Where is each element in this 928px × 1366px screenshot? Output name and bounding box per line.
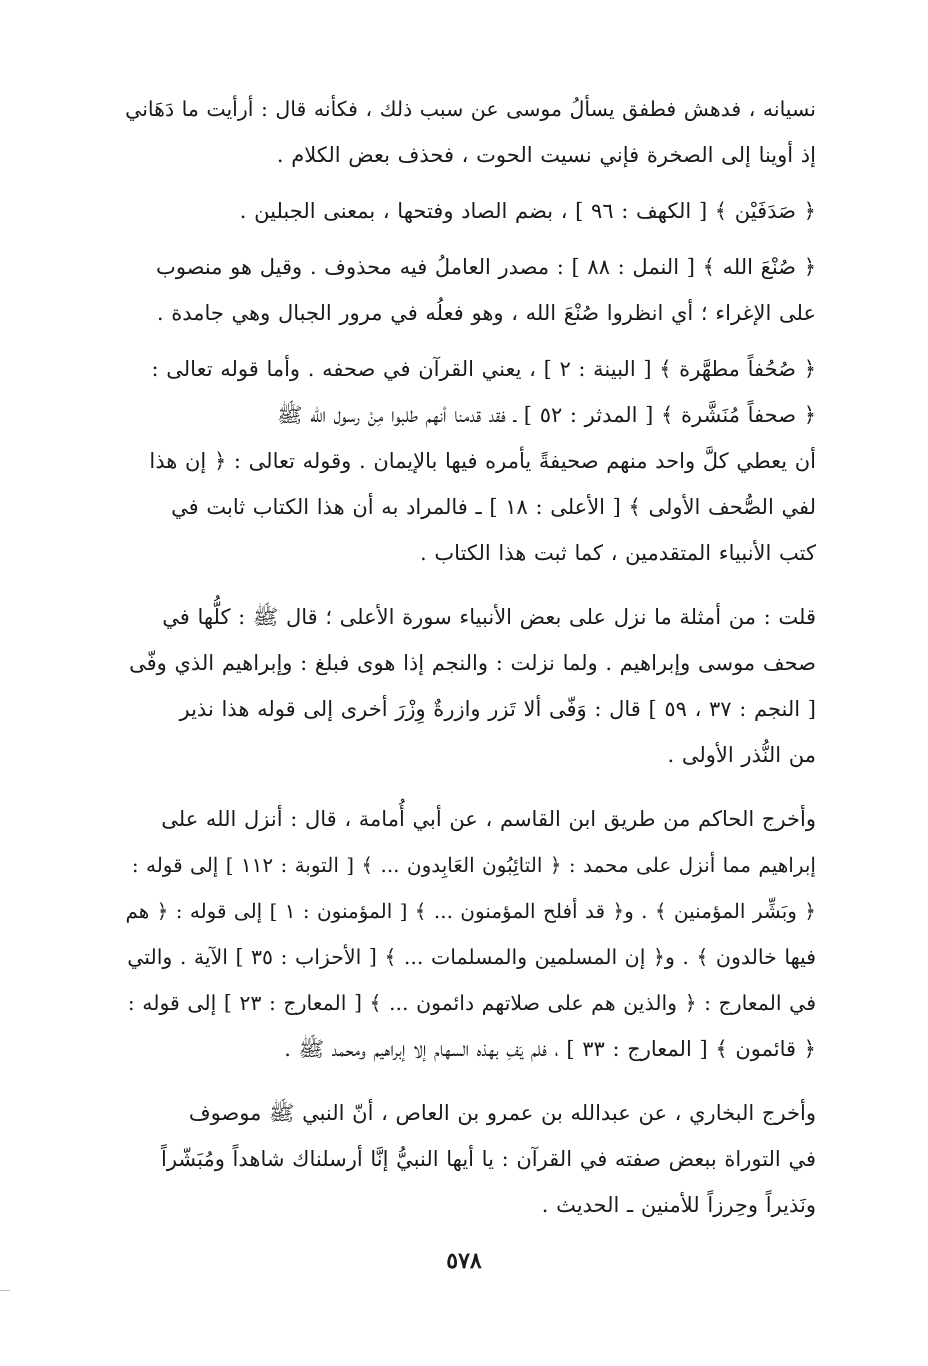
text-line: فيها خالدون ﴾ . و﴿ إن المسلمين والمسلمات ... ﴾ [ الأحزاب : ٣٥ ] الآية . والتي	[127, 945, 816, 969]
text-line: ﴿ قائمون ﴾ [ المعارج : ٣٣ ] ، فلم يَفِ بهذه السهام إلا إبراهيم ومحمد ﷺ .	[284, 1037, 816, 1061]
text-line: قلت : من أمثلة ما نزل على بعض الأنبياء سورة الأعلى ؛ قال ﷺ : كلُّها في	[162, 605, 816, 629]
text-line: وأخرج البخاري ، عن عبدالله بن عمرو بن العاص ، أنّ النبي ﷺ موصوف	[188, 1101, 816, 1125]
text-line: في التوراة ببعض صفته في القرآن : يا أيها النبيُّ إنَّا أرسلناك شاهداً ومُبَشّراً	[161, 1147, 816, 1171]
text-line: ﴿ وبَشِّر المؤمنين ﴾ . و﴿ قد أفلح المؤمنون ... ﴾ [ المؤمنون : ١ ] إلى قوله : ﴿ هم	[125, 899, 816, 923]
paragraph-2	[118, 188, 816, 234]
text-line: لفي الصُّحف الأولى ﴾ [ الأعلى : ١٨ ] ـ فالمراد به أن هذا الكتاب ثابت في	[171, 495, 816, 519]
text-line: ﴿ صَدَفَيْن ﴾ [ الكهف : ٩٦ ] ، بضم الصاد وفتحها ، بمعنى الجبلين .	[239, 199, 816, 223]
scan-edge-mark	[0, 1290, 10, 1291]
text-line: إذ أوينا إلى الصخرة فإني نسيت الحوت ، فحذف بعض الكلام .	[276, 143, 816, 167]
text-line: ﴿ صُنْعَ الله ﴾ [ النمل : ٨٨ ] : مصدر العاملُ فيه محذوف . وقيل هو منصوب	[156, 255, 816, 279]
text-line: نسيانه ، فدهش فطفق يسألُ موسى عن سبب ذلك ، فكأنه قال : أرأيت ما دَهَاني	[125, 97, 816, 121]
text-line: وأخرج الحاكم من طريق ابن القاسم ، عن أبي أُمامة ، قال : أنزل الله على	[161, 807, 816, 831]
paragraph-4	[118, 346, 816, 576]
text-line: في المعارج : ﴿ والذين هم على صلاتهم دائمون ... ﴾ [ المعارج : ٢٣ ] إلى قوله :	[127, 991, 816, 1015]
text-line: كتب الأنبياء المتقدمين ، كما ثبت هذا الكتاب .	[420, 541, 816, 565]
paragraph-3	[118, 244, 816, 336]
page-number: ٥٧٨	[446, 1248, 482, 1274]
text-line: ونَذيراً وحِرزاً للأمنين ـ الحديث .	[541, 1193, 816, 1217]
paragraph-1	[118, 86, 816, 178]
text-line: أن يعطي كلَّ واحد منهم صحيفةً يأمره فيها بالإيمان . وقوله تعالى : ﴿ إن هذا	[149, 449, 816, 473]
paragraph-5	[118, 594, 816, 778]
book-page-body	[118, 86, 816, 1228]
paragraph-7	[118, 1090, 816, 1228]
text-line: ﴿ صحفاً مُنَشَّرة ﴾ [ المدثر : ٥٢ ] ـ فقد قدمنا أنهم طلبوا مِنْ رسول الله ﷺ	[277, 403, 816, 427]
text-line: على الإغراء ؛ أي انظروا صُنْعَ الله ، وهو فعلُه في مرور الجبال وهي جامدة .	[156, 301, 816, 325]
text-line: ﴿ صُحُفاً مطهَّرة ﴾ [ البينة : ٢ ] ، يعني القرآن في صحفه . وأما قوله تعالى :	[151, 357, 816, 381]
text-line: صحف موسى وإبراهيم . ولما نزلت : والنجم إذا هوى فبلغ : وإبراهيم الذي وفّى	[129, 651, 816, 675]
text-line: [ النجم : ٣٧ ، ٥٩ ] قال : وَفّى ألا تَزر وازرةٌ وِزْرَ أخرى إلى قوله هذا نذير	[179, 697, 816, 721]
text-line: من النُّذر الأولى .	[667, 743, 816, 767]
paragraph-6	[118, 796, 816, 1072]
text-line: إبراهيم مما أنزل على محمد : ﴿ التائِبُون العَابِدون ... ﴾ [ التوبة : ١١٢ ] إلى قوله :	[131, 853, 816, 877]
